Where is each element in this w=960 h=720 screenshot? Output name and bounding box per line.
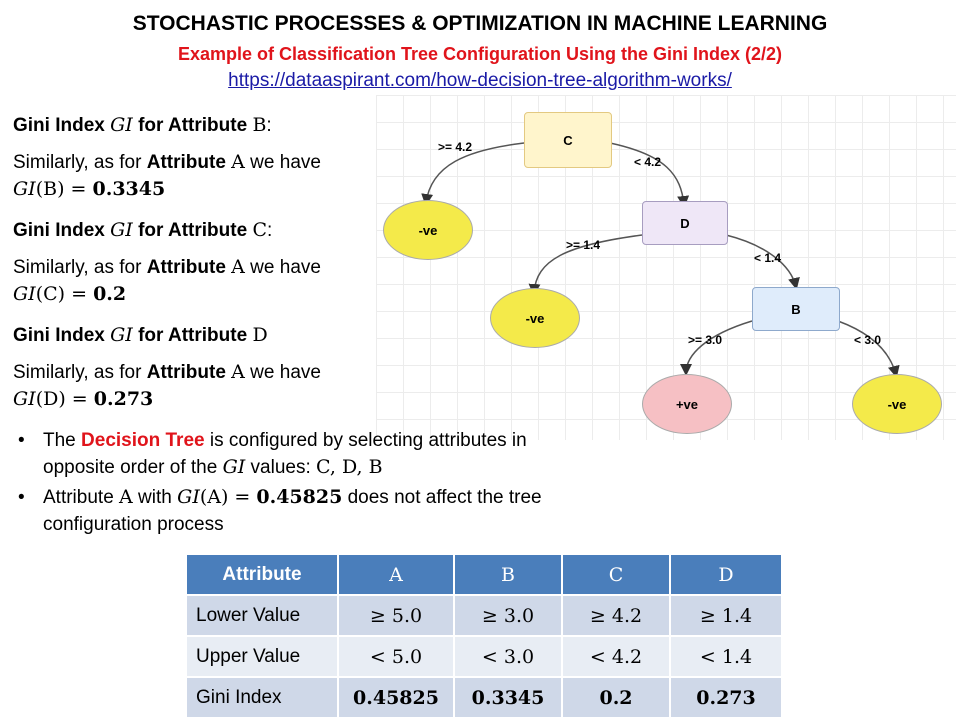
row-label: Gini Index <box>186 677 338 718</box>
tree-node-c: C <box>524 112 612 168</box>
gini-heading-d: Gini Index GI for Attribute D <box>13 324 268 346</box>
row-label: Lower Value <box>186 595 338 636</box>
slide-title: STOCHASTIC PROCESSES & OPTIMIZATION IN MACHINE LEARNING <box>132 12 828 35</box>
table-cell: < 5.0 <box>338 636 454 677</box>
header-cell: D <box>670 554 782 595</box>
row-label: Upper Value <box>186 636 338 677</box>
table-cell: 0.45825 <box>338 677 454 718</box>
table-row <box>186 677 782 718</box>
header-cell: B <box>454 554 562 595</box>
gini-value-b: GI(B) = 0.3345 <box>13 178 166 200</box>
header-cell: Attribute <box>186 554 338 595</box>
similarly-line-d: Similarly, as for Attribute A we have <box>13 361 321 383</box>
leaf-neg-1: -ve <box>383 200 473 260</box>
header-cell: A <box>338 554 454 595</box>
table-cell: ≥ 5.0 <box>338 595 454 636</box>
decision-tree-diagram <box>376 95 956 440</box>
gini-value-d: GI(D) = 0.273 <box>13 388 154 410</box>
edge-label-b-left: >= 3.0 <box>688 333 723 347</box>
gini-heading-b: Gini Index GI for Attribute B: <box>13 114 272 136</box>
leaf-pos: +ve <box>642 374 732 434</box>
leaf-neg-2: -ve <box>490 288 580 348</box>
table-cell: 0.2 <box>562 677 670 718</box>
table-cell: ≥ 3.0 <box>454 595 562 636</box>
table-row <box>186 595 782 636</box>
bullet-item-1: • The Decision Tree is configured by selecting attributes in opposite order of the GI values: C, D, B <box>18 430 527 478</box>
gini-explanations <box>13 112 373 413</box>
gini-summary-table <box>185 553 783 719</box>
edge-label-b-right: < 3.0 <box>854 333 882 347</box>
bullet-item-2: • Attribute A with GI(A) = 0.45825 does not affect the tree configuration process <box>18 486 542 535</box>
leaf-neg-3: -ve <box>852 374 942 434</box>
edge-label-d-right: < 1.4 <box>754 251 782 265</box>
gini-heading-c: Gini Index GI for Attribute C: <box>13 219 273 241</box>
similarly-line-c: Similarly, as for Attribute A we have <box>13 256 321 278</box>
table-cell: 0.3345 <box>454 677 562 718</box>
edge-label-c-left: >= 4.2 <box>438 140 473 154</box>
table-cell: < 4.2 <box>562 636 670 677</box>
edge-label-d-left: >= 1.4 <box>566 238 601 252</box>
table-cell: 0.273 <box>670 677 782 718</box>
slide-subtitle: Example of Classification Tree Configuration Using the Gini Index (2/2) <box>177 44 783 64</box>
table-header-row <box>186 554 782 595</box>
table-cell: < 3.0 <box>454 636 562 677</box>
table-cell: ≥ 1.4 <box>670 595 782 636</box>
edge-b-right <box>838 321 896 375</box>
table-cell: < 1.4 <box>670 636 782 677</box>
similarly-line-b: Similarly, as for Attribute A we have <box>13 151 321 173</box>
table-row <box>186 636 782 677</box>
edge-label-c-right: < 4.2 <box>634 155 662 169</box>
source-link[interactable]: https://dataaspirant.com/how-decision-tree-algorithm-works/ <box>228 70 732 91</box>
tree-node-d: D <box>642 201 728 245</box>
gini-value-c: GI(C) = 0.2 <box>13 283 127 305</box>
edge-b-left <box>686 321 752 373</box>
tree-node-b: B <box>752 287 840 331</box>
header-cell: C <box>562 554 670 595</box>
table-cell: ≥ 4.2 <box>562 595 670 636</box>
bullet-list <box>18 427 588 541</box>
edge-c-right <box>610 143 684 205</box>
